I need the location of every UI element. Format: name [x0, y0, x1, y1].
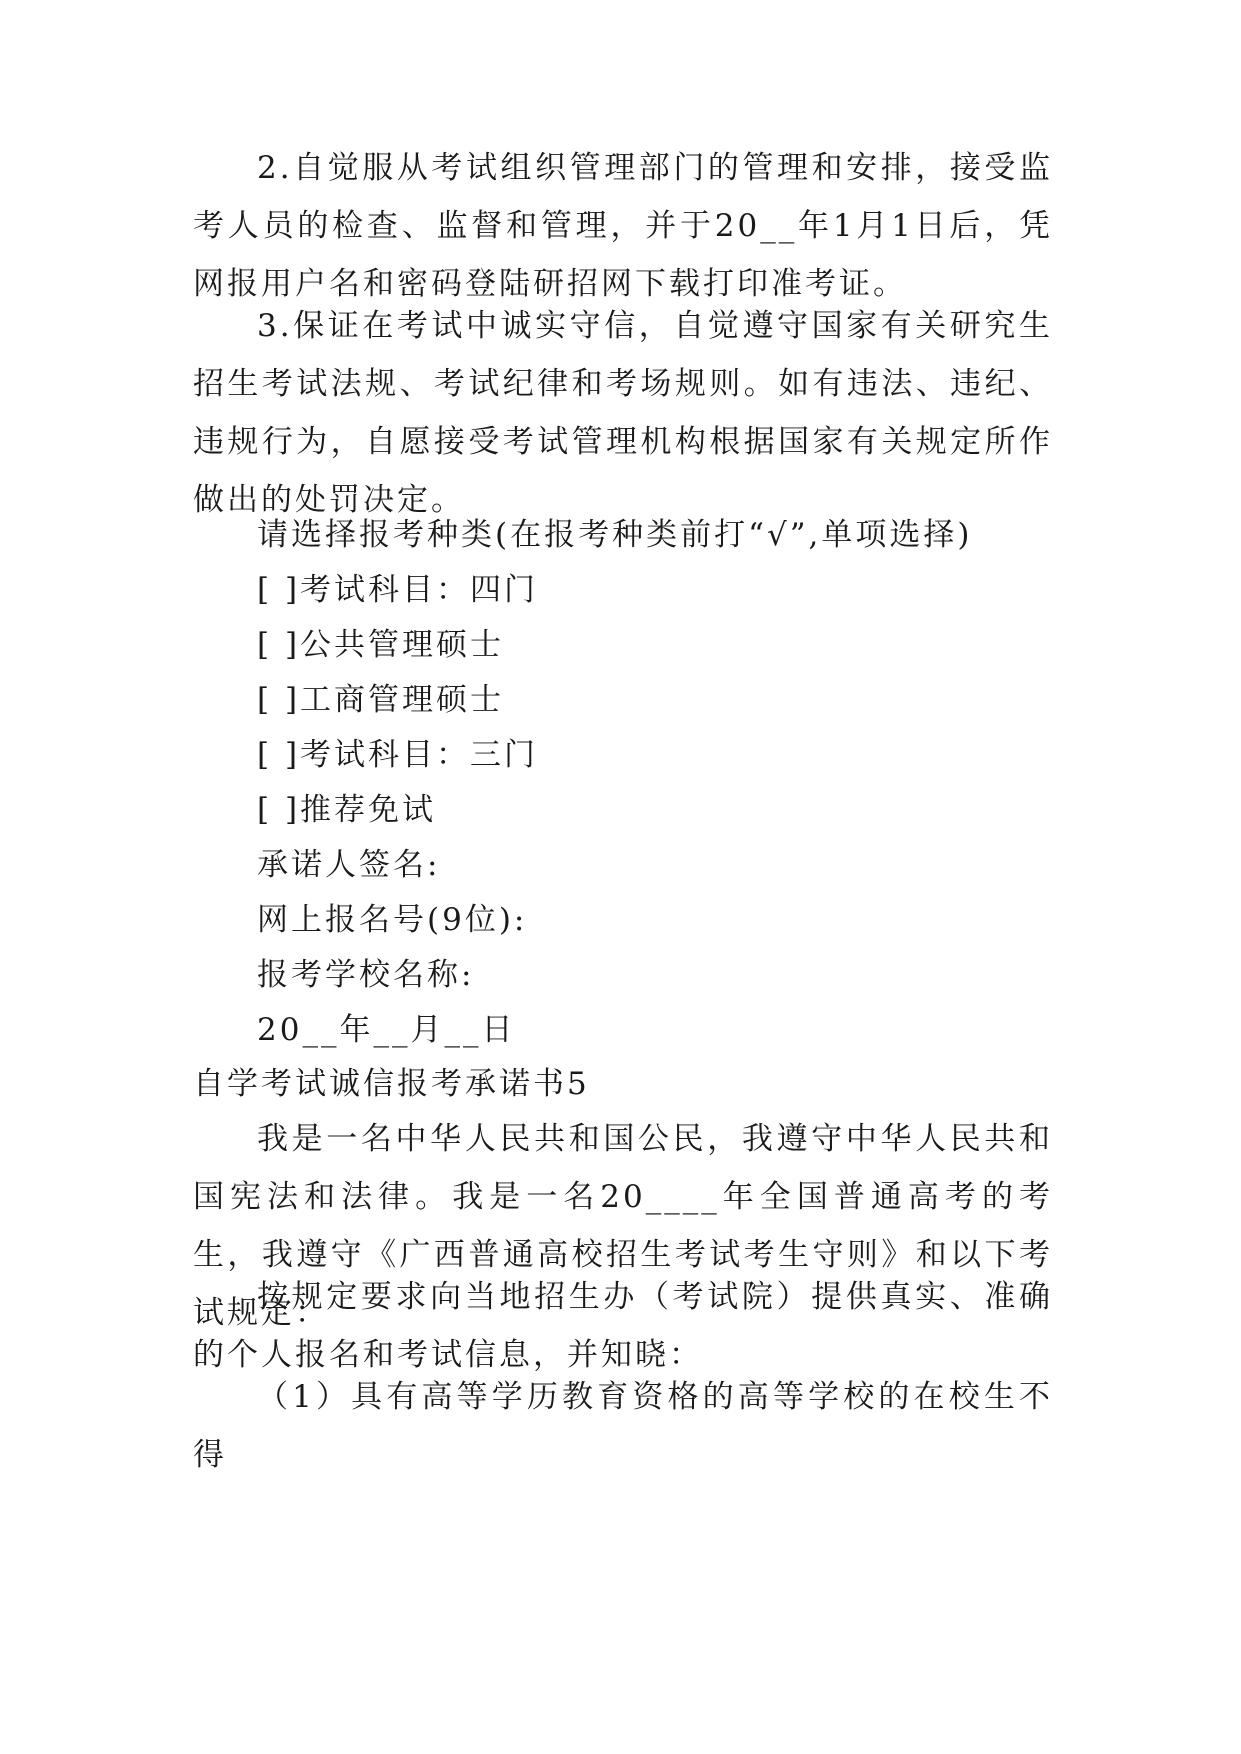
section-paragraph-3: （1）具有高等学历教育资格的高等学校的在校生不得: [193, 1379, 1053, 1473]
option-three-subjects: [ ]考试科目：三门: [257, 737, 539, 773]
section-paragraph-1: 我是一名中华人民共和国公民，我遵守中华人民共和国宪法和法律。我是一名20____年全国普通高考的考生，我遵守《广西普通高校招生考试考生守则》和以下考试规定：: [193, 1121, 1053, 1331]
date-line: 20__年__月__日: [257, 1012, 516, 1048]
option-public-management: [ ]公共管理硕士: [257, 627, 505, 663]
commitment-item-2: 2.自觉服从考试组织管理部门的管理和安排，接受监考人员的检查、监督和管理，并于20__年1月1日后，凭网报用户名和密码登陆研招网下载打印准考证。: [193, 150, 1053, 302]
signer-label: 承诺人签名:: [257, 847, 441, 883]
option-recommended-exempt: [ ]推荐免试: [257, 792, 437, 828]
section-paragraph-2: 按规定要求向当地招生办（考试院）提供真实、准确的个人报名和考试信息，并知晓：: [193, 1279, 1053, 1373]
selection-prompt: 请选择报考种类(在报考种类前打“√”,单项选择): [257, 517, 973, 553]
registration-number-label: 网上报名号(9位):: [257, 902, 528, 938]
option-four-subjects: [ ]考试科目：四门: [257, 572, 539, 608]
commitment-item-3: 3.保证在考试中诚实守信，自觉遵守国家有关研究生招生考试法规、考试纪律和考场规则。如有违法、违纪、违规行为，自愿接受考试管理机构根据国家有关规定所作做出的处罚决定。: [193, 308, 1053, 518]
option-business-management: [ ]工商管理硕士: [257, 682, 505, 718]
section-title: 自学考试诚信报考承诺书5: [193, 1066, 590, 1102]
school-name-label: 报考学校名称:: [257, 957, 475, 993]
